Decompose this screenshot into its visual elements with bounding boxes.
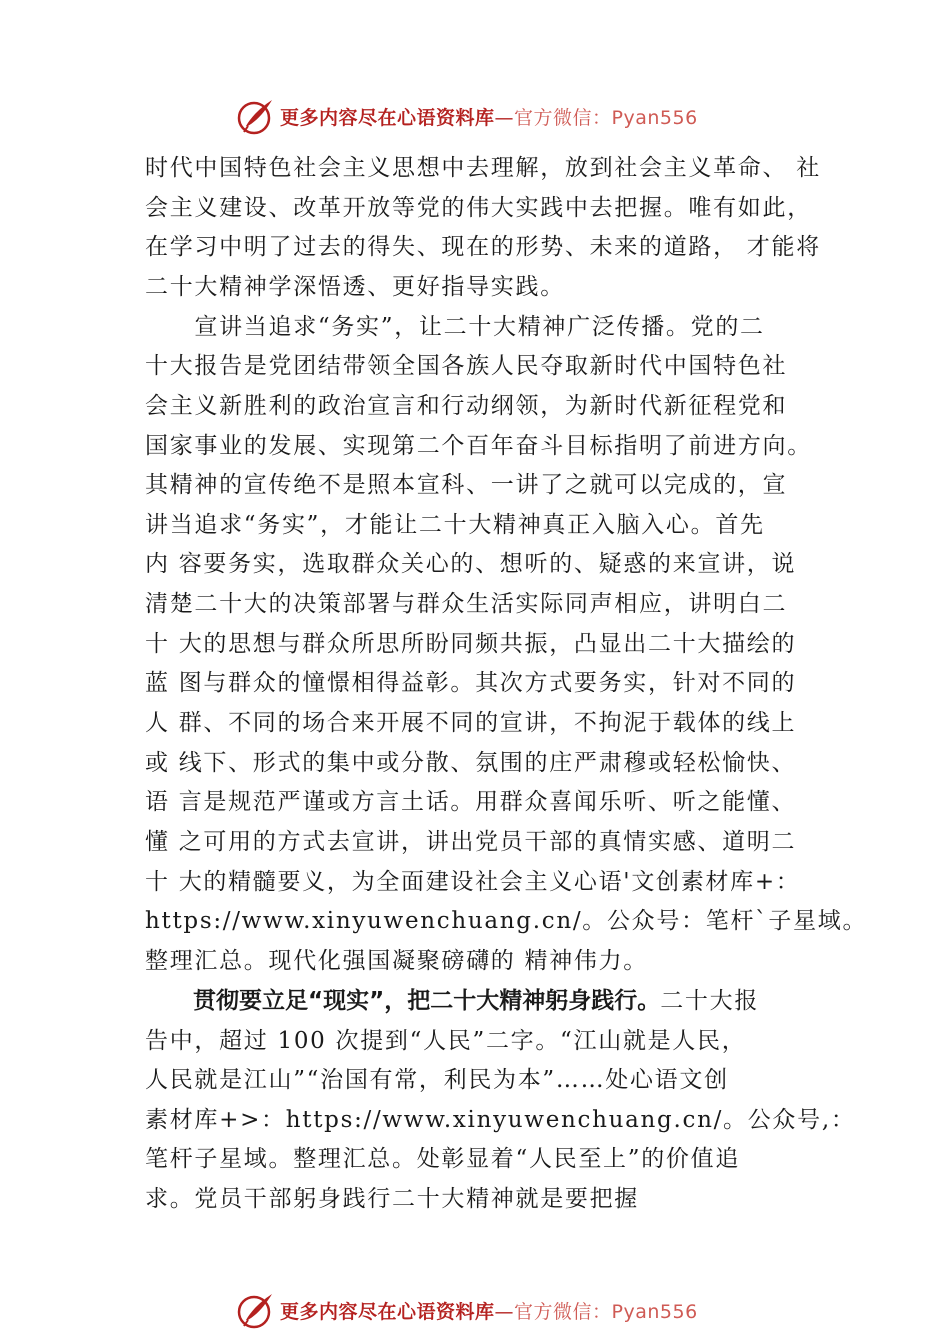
banner-text [280, 1297, 698, 1324]
body-line: 求。党员干部躬身践行二十大精神就是要把握 [145, 1186, 639, 1212]
body-line: 人 群、不同的场合来开展不同的宣讲，不拘泥于载体的线上 [145, 710, 797, 736]
body-line: 十大报告是党团结带领全国各族人民夺取新时代中国特色社 [145, 353, 788, 379]
banner-wechat-id: Pyan556 [611, 106, 698, 129]
banner-separator: — [494, 106, 515, 129]
body-line: 会主义新胜利的政治宣言和行动纲领，为新时代新征程党和 [145, 393, 788, 419]
body-line: 其精神的宣传绝不是照本宣科、一讲了之就可以完成的，宣 [145, 472, 788, 498]
banner-wechat-id: Pyan556 [611, 1300, 698, 1323]
section-heading-line [193, 985, 759, 1017]
quill-logo-icon [236, 96, 276, 136]
body-line: 笔杆子星域。整理汇总。处彰显着“人民至上”的价值追 [145, 1146, 741, 1172]
footer-banner [236, 1288, 736, 1332]
banner-main-text: 更多内容尽在心语资料库 [280, 1300, 495, 1323]
body-line: 二十大精神学深悟透、更好指导实践。 [145, 274, 565, 300]
body-line: 会主义建设、改革开放等党的伟大实践中去把握。唯有如此， [145, 195, 812, 221]
body-line: 素材库+>：https://www.xinyuwenchuang.cn/。公众号,： [145, 1107, 856, 1133]
body-line: 宣讲当追求“务实”，让二十大精神广泛传播。党的二 [145, 314, 765, 340]
header-banner [236, 94, 736, 138]
body-line: 内 容要务实，选取群众关心的、想听的、疑惑的来宣讲，说 [145, 551, 797, 577]
body-line: 或 线下、形式的集中或分散、氛围的庄严肃穆或轻松愉快、 [145, 750, 797, 776]
body-line: https://www.xinyuwenchuang.cn/。公众号：笔杆`子星域。 [145, 908, 868, 934]
body-line: 讲当追求“务实”，才能让二十大精神真正入脑入心。首先 [145, 512, 765, 538]
banner-main-text: 更多内容尽在心语资料库 [280, 106, 495, 129]
body-line: 懂 之可用的方式去宣讲，讲出党员干部的真情实感、道明二 [145, 829, 797, 855]
body-line: 语 言是规范严谨或方言土话。用群众喜闻乐听、听之能懂、 [145, 789, 797, 815]
body-line: 人民就是江山”“治国有常，利民为本”……处心语文创 [145, 1067, 729, 1093]
body-line: 清楚二十大的决策部署与群众生活实际同声相应，讲明白二 [145, 591, 788, 617]
body-line: 整理汇总。现代化强国凝聚磅礴的 精神伟力。 [145, 948, 649, 974]
banner-text [280, 103, 698, 130]
banner-separator: — [494, 1300, 515, 1323]
banner-wechat-label: 官方微信： [514, 1300, 612, 1323]
heading-tail-text: 二十大报 [660, 988, 760, 1014]
body-line: 告中，超过 100 次提到“人民”二字。“江山就是人民， [145, 1028, 747, 1054]
body-line: 在学习中明了过去的得失、现在的形势、未来的道路， 才能将 [145, 234, 821, 260]
body-line: 时代中国特色社会主义思想中去理解，放到社会主义革命、 社 [145, 155, 821, 181]
banner-wechat-label: 官方微信： [514, 106, 612, 129]
section-heading: 贯彻要立足“现实”，把二十大精神躬身践行。 [193, 988, 661, 1014]
body-line: 蓝 图与群众的憧憬相得益彰。其次方式要务实，针对不同的 [145, 670, 797, 696]
quill-logo-icon [236, 1290, 276, 1330]
body-line: 十 大的精髓要义，为全面建设社会主义心语'文创素材库+： [145, 869, 801, 895]
body-line: 十 大的思想与群众所思所盼同频共振，凸显出二十大描绘的 [145, 631, 797, 657]
body-line: 国家事业的发展、实现第二个百年奋斗目标指明了前进方向。 [145, 433, 812, 459]
